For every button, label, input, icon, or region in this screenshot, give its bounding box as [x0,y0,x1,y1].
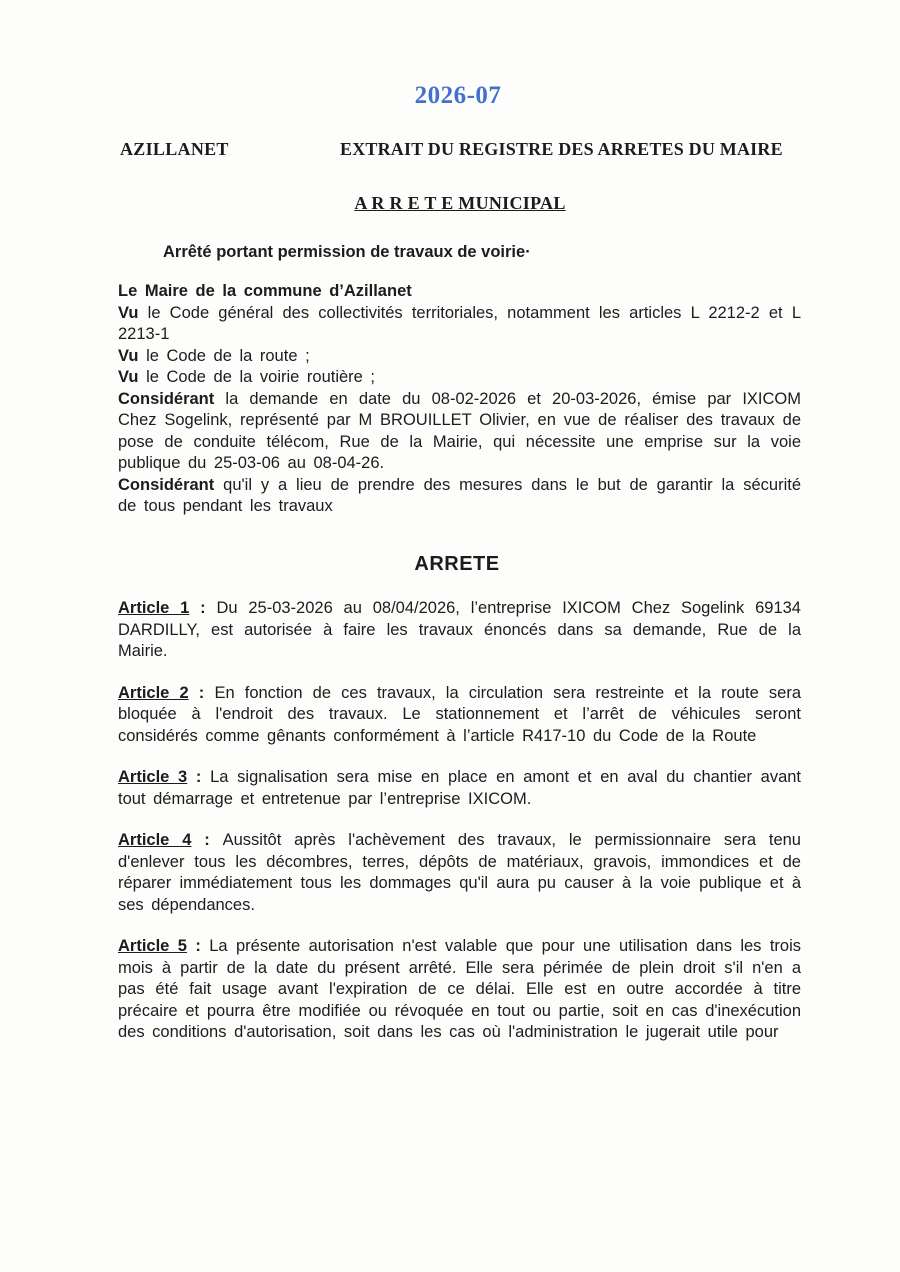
mayor-line: Le Maire de la commune d’Azillanet [118,282,412,300]
article-label: Article 4 [118,831,192,849]
articles-section [118,598,801,1064]
clause-text: la demande en date du 08-02-2026 et 20-03-2026, émise par IXICOM Chez Sogelink, représenté par M BROUILLET Olivier, en vue de réaliser des travaux de pose de conduite télécom, Rue de la Mairie, qui nécessite une emprise sur la voie publique du 25-03-06 au 08-04-26. [118,389,801,472]
clause-text: le Code de la route ; [138,346,310,365]
article-separator: : [189,599,217,617]
vu-lead-word: Vu [118,346,139,365]
article-separator: : [188,683,215,702]
vu-lead-word: Vu [118,303,139,322]
header-row [0,139,900,163]
article-text: La présente autorisation n'est valable que pour une utilisation dans les trois mois à partir de la date du présent arrêté. Elle sera périmée de plein droit s'il n'en a pas été fait usage avant l'expiration de ce délai. Elle est en outre accordée à titre précaire et pourra être modifiée ou révoquée en tout ou partie, soit en cas d'inexécution des conditions d'autorisation, soit dans les cas où l'administration le jugerait utile pour [118,937,801,1041]
article-text: La signalisation sera mise en place en amont et en aval du chantier avant tout démarrage et entretenue par l’entreprise IXICOM. [118,768,802,808]
decree-number: 2026-07 [414,82,502,109]
article-text: En fonction de ces travaux, la circulation sera restreinte et la route sera bloquée à l'endroit des travaux. Le stationnement et l’arrêt de véhicules seront considérés comme gênants conformément à l’article R417-10 du Code de la Route [118,683,801,745]
article-2-paragraph [118,683,801,748]
article-5-paragraph [118,936,801,1044]
article-separator: : [191,831,223,849]
registry-title: EXTRAIT DU REGISTRE DES ARRETES DU MAIRE [340,139,783,159]
vu-clause-3 [118,367,801,389]
vu-clause-1 [118,303,801,346]
article-3-paragraph [118,767,801,810]
article-text: Du 25-03-2026 au 08/04/2026, l’entreprise IXICOM Chez Sogelink 69134 DARDILLY, est autorisée à faire les travaux énoncés dans sa demande, Rue de la Mairie. [118,599,801,660]
clause-text: qu'il y a lieu de prendre des mesures dans le but de garantir la sécurité de tous pendant les travaux [118,475,801,515]
decree-heading: ARRETE [414,553,500,575]
article-label: Article 1 [118,599,190,617]
article-4-paragraph [118,830,801,916]
vu-clause-2 [118,346,801,368]
considerant-clause-1 [118,389,801,475]
article-separator: : [187,768,211,786]
article-label: Article 3 [118,768,188,786]
clause-text: le Code général des collectivités territoriales, notamment les articles L 2212-2 et L 2213-1 [118,303,801,343]
clause-text: le Code de la voirie routière ; [138,368,376,386]
preamble-section [118,281,801,518]
commune-name: AZILLANET [120,139,229,159]
considerant-lead-word: Considérant [118,389,215,408]
subject-line: Arrêté portant permission de travaux de voirie· [163,243,531,261]
article-label: Article 2 [118,683,189,702]
considerant-lead-word: Considérant [118,475,215,494]
article-1-paragraph [118,598,801,663]
article-text: Aussitôt après l'achèvement des travaux, le permissionnaire sera tenu d'enlever tous les décombres, terres, dépôts de matériaux, gravois, immondices et de réparer immédiatement tous les dommages qu'il aura pu causer à la voie publique et à ses dépendances. [118,831,801,914]
vu-lead-word: Vu [118,368,139,386]
article-separator: : [186,937,210,955]
article-label: Article 5 [118,937,187,955]
municipal-decree-title: A R R E T E MUNICIPAL [354,193,566,213]
considerant-clause-2 [118,475,801,518]
